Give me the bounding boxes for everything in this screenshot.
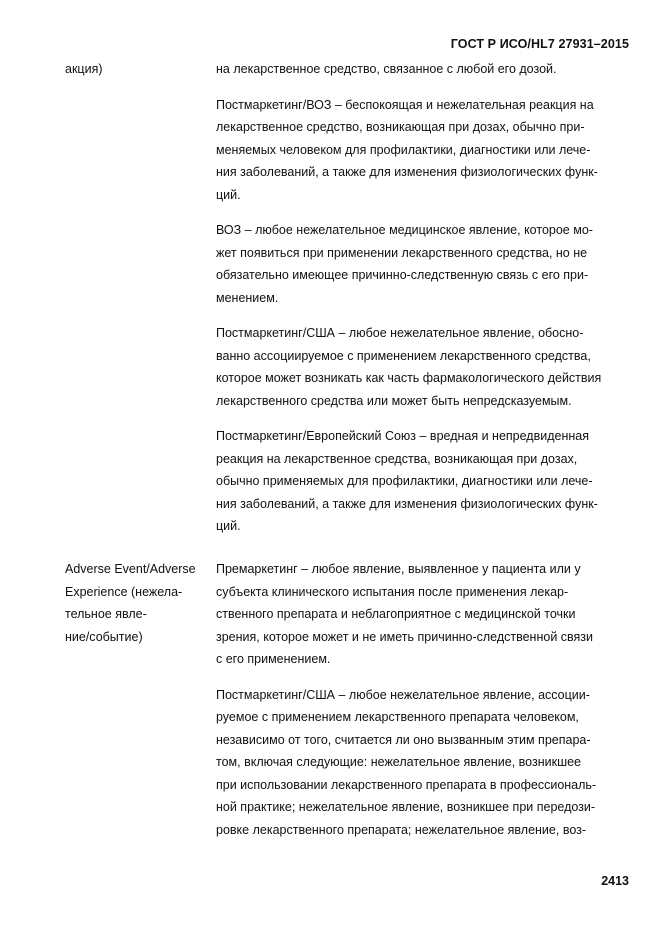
definition-paragraph <box>216 322 628 412</box>
entry-1-definition <box>216 58 628 538</box>
text-line: Премаркетинг – любое явление, выявленное у пациента или у <box>216 562 581 576</box>
text-line: ций. <box>216 519 241 533</box>
entry-2-definition <box>216 558 628 841</box>
text-line: которое может возникать как часть фармакологического действия <box>216 371 602 385</box>
text-line: Постмаркетинг/США – любое нежелательное явление, обосно- <box>216 326 584 340</box>
term-line: ние/событие) <box>65 629 143 644</box>
text-line: с его применением. <box>216 652 331 666</box>
definition-paragraph <box>216 558 628 671</box>
text-line: при использовании лекарственного препарата в профессиональ- <box>216 777 597 792</box>
definition-paragraph <box>216 58 628 81</box>
text-line: жет появиться при применении лекарственного средства, но не <box>216 245 588 260</box>
text-line: субъекта клинического испытания после применения лекар- <box>216 584 569 599</box>
term-line: акция) <box>65 62 103 76</box>
text-line: руемое с применением лекарственного препарата человеком, <box>216 710 579 724</box>
text-line: том, включая следующие: нежелательное явление, возникшее <box>216 755 582 769</box>
text-line: зрения, которое может и не иметь причинно-следственной связи <box>216 629 594 644</box>
text-line: Постмаркетинг/ВОЗ – беспокоящая и нежелательная реакция на <box>216 97 594 112</box>
text-line: ственного препарата и неблагоприятное с медицинской точки <box>216 607 576 621</box>
text-line: реакция на лекарственное средства, возникающая при дозах, <box>216 451 578 466</box>
text-line: обязательно имеющее причинно-следственную связь с его при- <box>216 268 589 282</box>
text-line: ния заболеваний, а также для изменения физиологических функ- <box>216 496 598 511</box>
definition-paragraph <box>216 94 628 207</box>
entry-2-term <box>65 558 210 648</box>
text-line: ванно ассоциируемое с применением лекарственного средства, <box>216 348 591 363</box>
entry-1-term <box>65 58 210 81</box>
page-number: 2413 <box>601 874 629 888</box>
text-line: ровке лекарственного препарата; нежелательное явление, воз- <box>216 822 587 837</box>
text-line: ВОЗ – любое нежелательное медицинское явление, которое мо- <box>216 223 593 237</box>
term-line: Adverse Event/Adverse <box>65 562 196 576</box>
text-line: обычно применяемых для профилактики, диагностики или лече- <box>216 474 593 488</box>
text-line: Постмаркетинг/Европейский Союз – вредная и непредвиденная <box>216 429 589 443</box>
text-line: менением. <box>216 290 279 305</box>
text-line: Постмаркетинг/США – любое нежелательное явление, ассоции- <box>216 687 590 702</box>
text-line: ной практике; нежелательное явление, возникшее при передози- <box>216 800 596 814</box>
definition-paragraph <box>216 219 628 309</box>
term-line: Experience (нежела- <box>65 584 183 599</box>
term-line: тельное явле- <box>65 607 147 621</box>
text-line: ния заболеваний, а также для изменения физиологических функ- <box>216 165 598 179</box>
text-line: меняемых человеком для профилактики, диагностики или лече- <box>216 142 591 157</box>
document-header: ГОСТ Р ИСО/HL7 27931–2015 <box>450 37 629 51</box>
definition-paragraph <box>216 425 628 538</box>
definition-paragraph <box>216 684 628 842</box>
text-line: независимо от того, считается ли оно вызванным этим препара- <box>216 732 591 747</box>
text-line: ций. <box>216 187 241 202</box>
text-line: лекарственное средство, возникающая при дозах, обычно при- <box>216 120 585 134</box>
text-line: лекарственного средства или может быть непредсказуемым. <box>216 393 572 408</box>
text-line: на лекарственное средство, связанное с любой его дозой. <box>216 62 557 76</box>
